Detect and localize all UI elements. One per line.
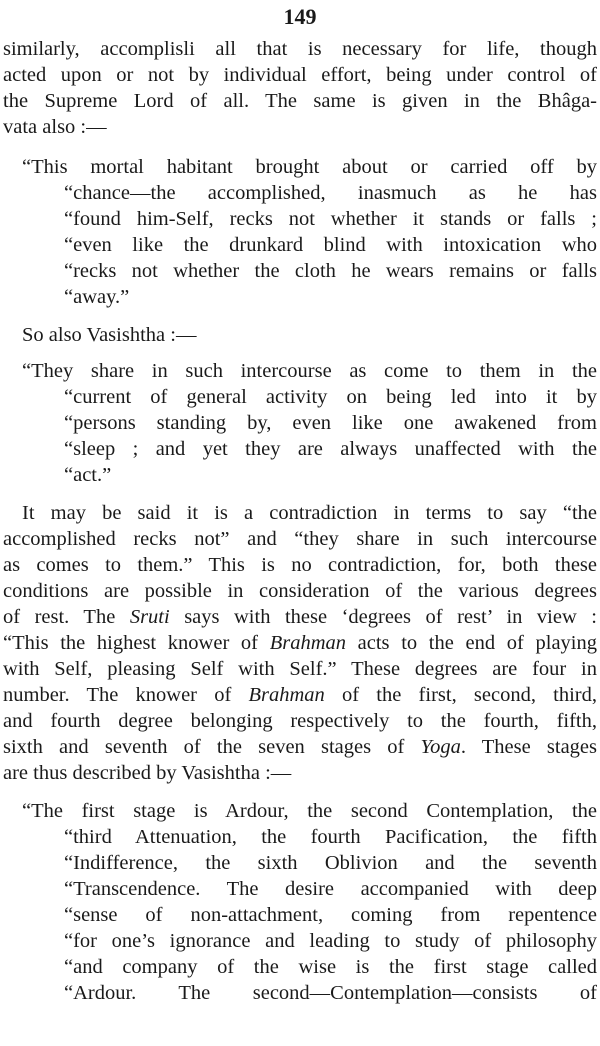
text-line: “persons standing by, even like one awakened from <box>64 412 597 434</box>
text-line: “Transcendence. The desire accompanied with deep <box>64 878 597 900</box>
text-line: “Ardour. The second—Contemplation—consists of <box>64 982 597 1004</box>
text-line: sixth and seventh of the seven stages of Yoga. These stages <box>3 736 597 758</box>
text-line: “This mortal habitant brought about or carried off by <box>22 156 597 178</box>
text-line: with Self, pleasing Self with Self.” These degrees are four in <box>3 658 597 680</box>
text-line: “Indifference, the sixth Oblivion and the seventh <box>64 852 597 874</box>
text-line: “sense of non-attachment, coming from repentence <box>64 904 597 926</box>
text-line: So also Vasishtha :— <box>22 324 197 346</box>
text-line: acted upon or not by individual effort, being under control of <box>3 64 597 86</box>
text-line: “They share in such intercourse as come to them in the <box>22 360 597 382</box>
text-line: It may be said it is a contradiction in terms to say “the <box>22 502 597 524</box>
text-line: “away.” <box>64 286 130 308</box>
text-line: the Supreme Lord of all. The same is given in the Bhâga- <box>3 90 597 112</box>
text-line: “This the highest knower of Brahman acts to the end of playing <box>3 632 597 654</box>
text-line: number. The knower of Brahman of the first, second, third, <box>3 684 597 706</box>
text-line: “The first stage is Ardour, the second Contemplation, the <box>22 800 597 822</box>
text-line: of rest. The Sruti says with these ‘degrees of rest’ in view : <box>3 606 597 628</box>
text-line: similarly, accomplisli all that is necessary for life, though <box>3 38 597 60</box>
text-line: “for one’s ignorance and leading to study of philosophy <box>64 930 597 952</box>
text-line: “act.” <box>64 464 112 486</box>
text-line: “current of general activity on being led into it by <box>64 386 597 408</box>
text-line: conditions are possible in consideration of the various degrees <box>3 580 597 602</box>
text-line: “found him-Self, recks not whether it stands or falls ; <box>64 208 597 230</box>
text-line: and fourth degree belonging respectively to the fourth, fifth, <box>3 710 597 732</box>
text-line: “chance—the accomplished, inasmuch as he has <box>64 182 597 204</box>
page-number: 149 <box>283 4 317 29</box>
text-line: accomplished recks not” and “they share in such intercourse <box>3 528 597 550</box>
text-line: “recks not whether the cloth he wears remains or falls <box>64 260 597 282</box>
text-line: as comes to them.” This is no contradiction, for, both these <box>3 554 597 576</box>
text-line: are thus described by Vasishtha :— <box>3 762 292 784</box>
text-line: “third Attenuation, the fourth Pacification, the fifth <box>64 826 597 848</box>
text-line: “and company of the wise is the first stage called <box>64 956 597 978</box>
text-line: “even like the drunkard blind with intoxication who <box>64 234 597 256</box>
text-line: vata also :— <box>3 116 107 138</box>
text-line: “sleep ; and yet they are always unaffected with the <box>64 438 597 460</box>
